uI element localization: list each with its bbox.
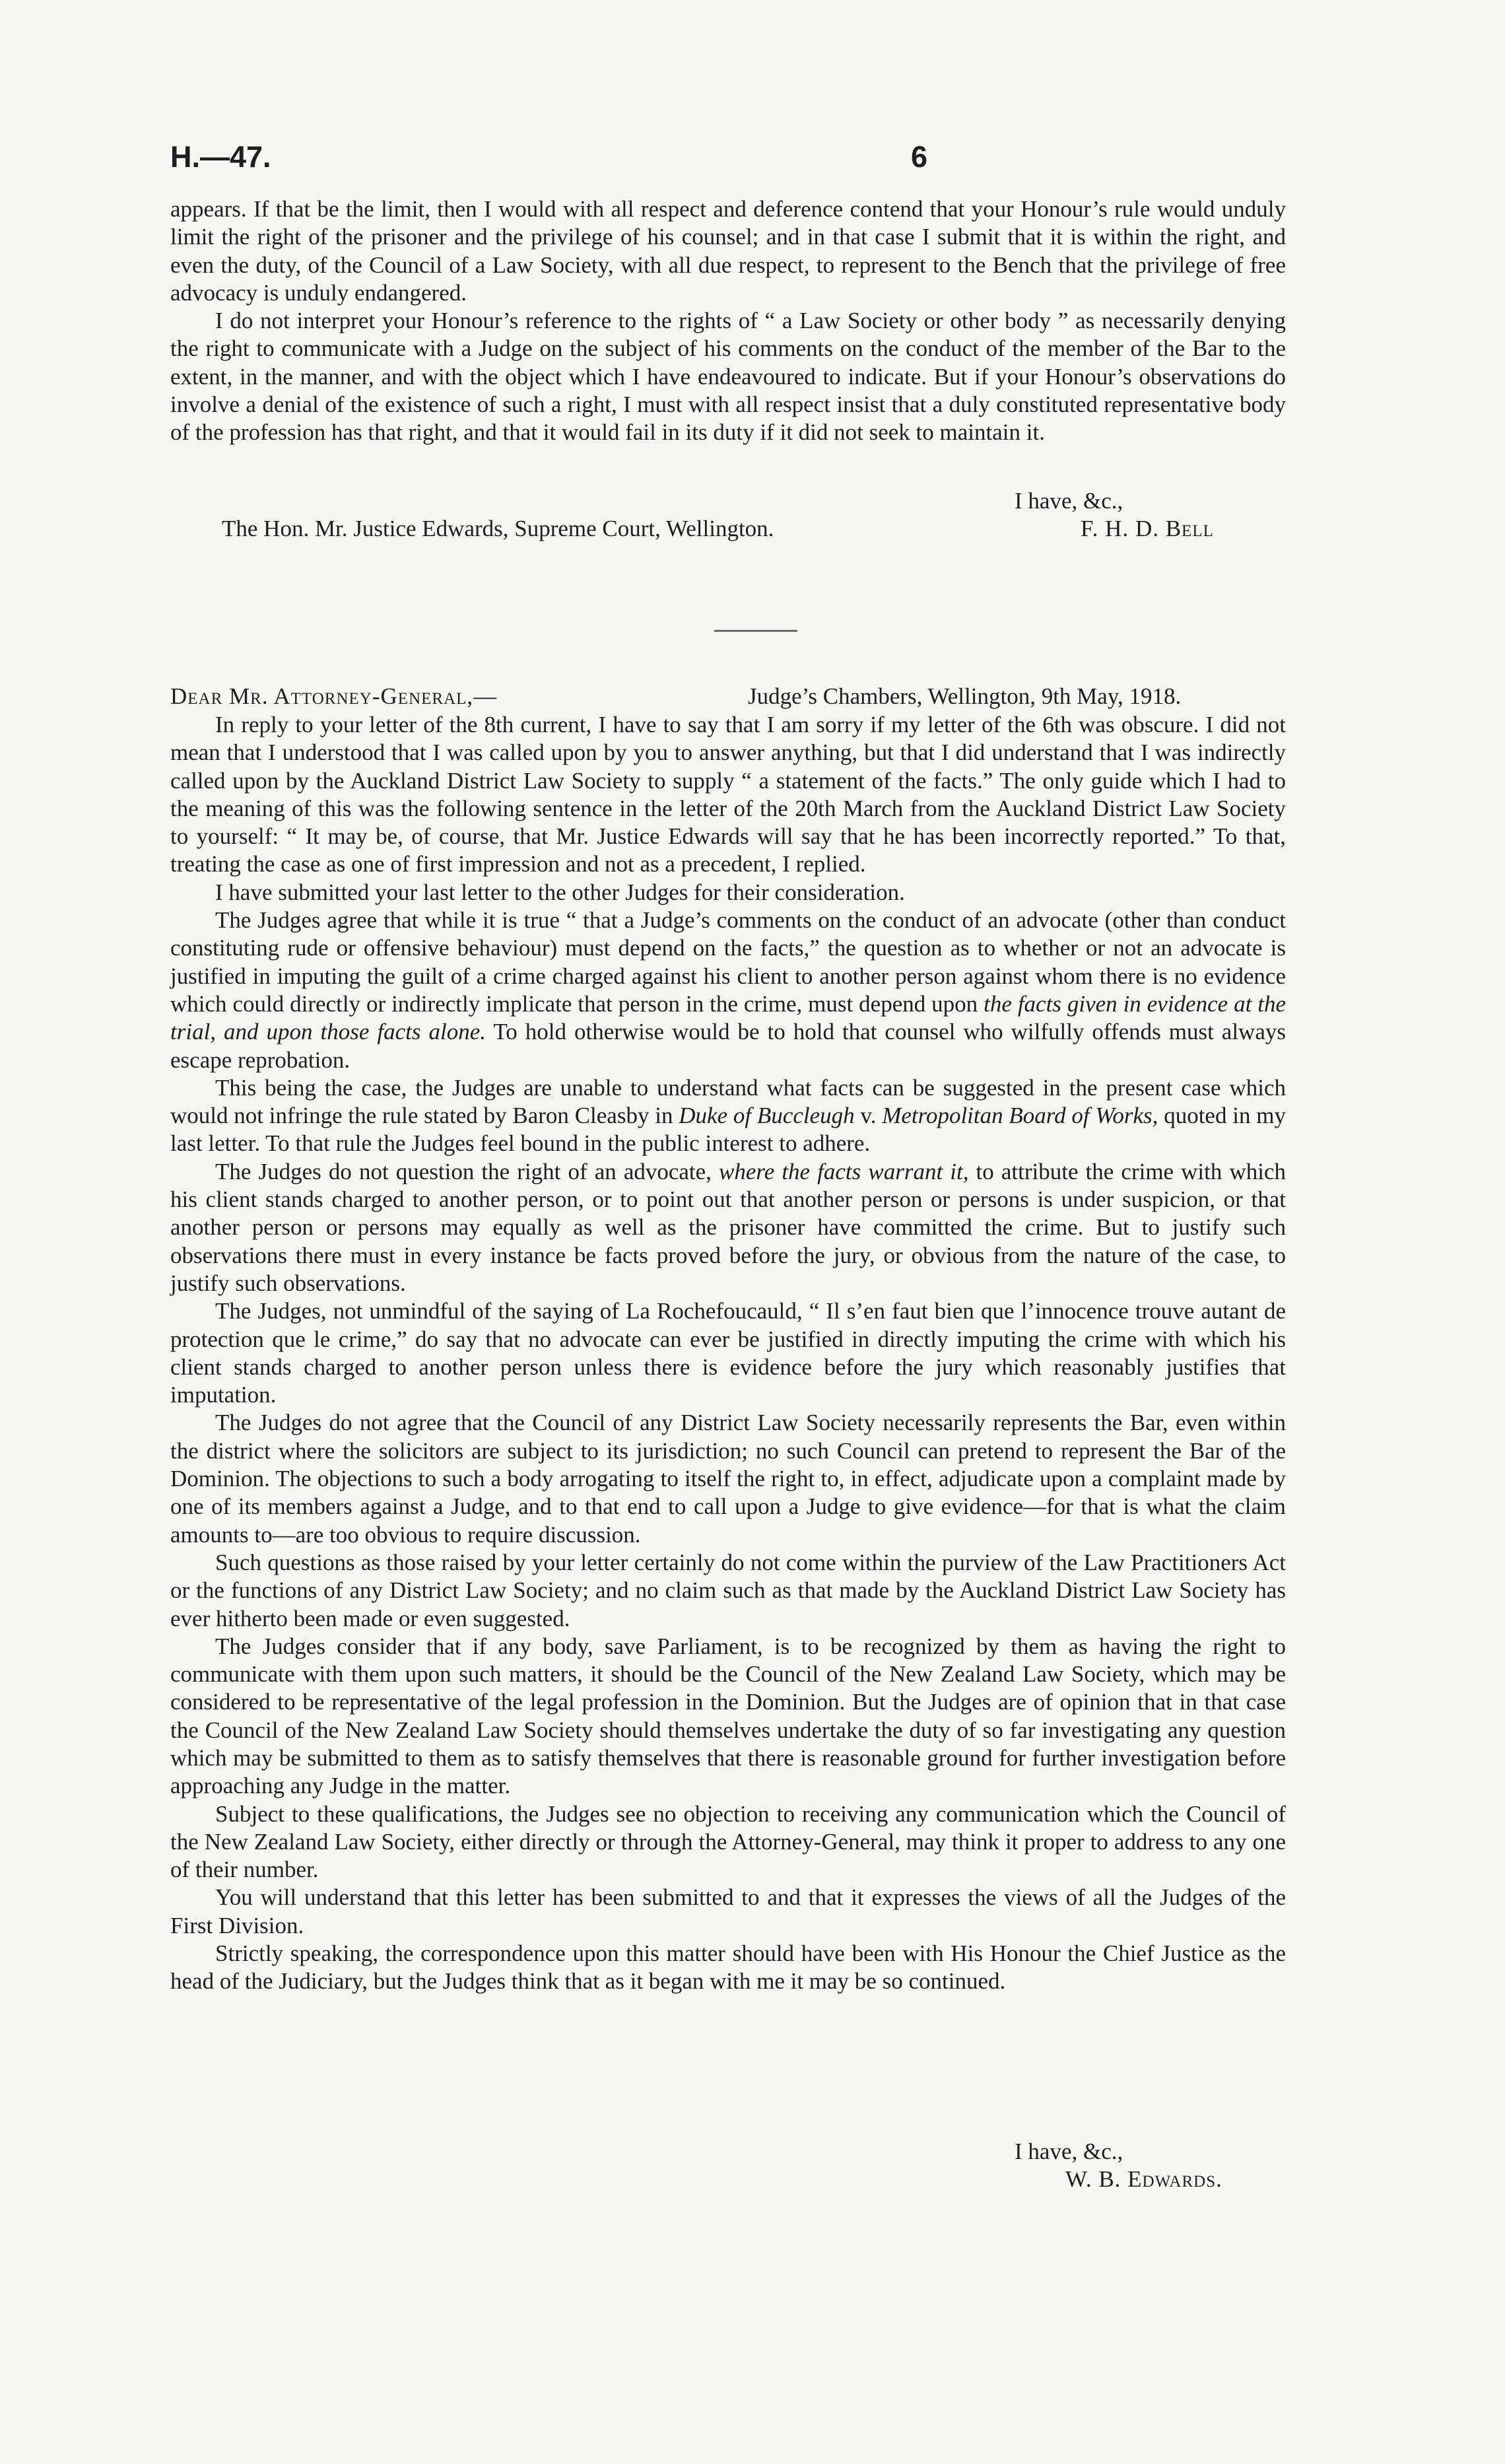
letter2-closing: I have, &c., — [1015, 2139, 1123, 2164]
letter1-closing: I have, &c., — [1015, 488, 1123, 514]
letter2-paragraph-10: Subject to these qualifications, the Judges see no objection to receiving any communication which the Council of the New Zealand Law Society, either directly or through the Attorney-General, may think it proper to address to any one of their number. — [170, 1800, 1286, 1883]
text-run: quoted in my last letter. To that rule the Judges feel bound in the public interest to adhere. — [170, 1103, 1286, 1157]
letter2-paragraph-4 — [170, 1074, 1286, 1158]
letter2-paragraph-8: Such questions as those raised by your letter certainly do not come within the purview of the Law Practitioners Act or the functions of any District Law Society; and no claim such as that made by the Auckland District Law Society has ever hitherto been made or even suggested. — [170, 1549, 1286, 1631]
letter1-signature: F. H. D. Bell — [1081, 516, 1214, 541]
letter1-addressee: The Hon. Mr. Justice Edwards, Supreme Court, Wellington. — [222, 516, 774, 541]
letter1-paragraph-1: appears. If that be the limit, then I would with all respect and deference contend that your Honour’s rule would unduly limit the right of the prisoner and the privilege of his counsel; and in that case I submit that it is within the right, and even the duty, of the Council of a Law Society, with all due respect, to represent to the Bench that the privilege of free advocacy is unduly endangered. — [170, 196, 1286, 306]
text-run: to attribute the crime with which his client stands charged to another person, or to point out that another person or persons is under suspicion, or that another person or persons may equally as well as the prisoner have committed the crime. But to justify such observations there must in every instance be facts proved before the jury, or obvious from the nature of the case, to justify such observations. — [170, 1158, 1287, 1296]
italic-run: where the facts warrant it, — [719, 1158, 969, 1184]
case-name-italic: Metropolitan Board of Works, — [882, 1103, 1158, 1129]
letter2-paragraph-6: The Judges, not unmindful of the saying of La Rochefoucauld, “ Il s’en faut bien que l’innocence trouve autant de protection que le crime,” do say that no advocate can ever be justified in directly imputing the crime with which his client stands charged to another person unless there is evidence before the jury which reasonably justifies that imputation. — [170, 1298, 1286, 1408]
letter2-paragraph-11: You will understand that this letter has been submitted to and that it expresses the views of all the Judges of the First Division. — [170, 1884, 1286, 1938]
italic-run: the facts given in evidence at the trial, and upon those facts alone. — [170, 990, 1286, 1045]
letter2-place-date: Judge’s Chambers, Wellington, 9th May, 1918. — [748, 683, 1182, 709]
letter2-body — [170, 711, 1286, 1996]
text-run: v. — [854, 1103, 883, 1129]
letter2-salutation: Dear Mr. Attorney-General,— — [170, 683, 498, 709]
text-run: The Judges agree that while it is true “ that a Judge’s comments on the conduct of an advocate (other than conduct constituting rude or offensive behaviour) must depend on the facts,” the question as to whether or not an advocate is justified in imputing the guilt of a crime charged against his client to another person against whom there is no evidence which could directly or indirectly implicate that person in the crime, must depend upon — [170, 907, 1286, 1017]
letter2-signature: W. B. Edwards. — [1065, 2166, 1222, 2192]
letter2-paragraph-7: The Judges do not agree that the Council of any District Law Society necessarily represents the Bar, even within the district where the solicitors are subject to its jurisdiction; no such Council can pretend to represent the Bar of the Dominion. The objections to such a body arrogating to itself the right to, in effect, adjudicate upon a complaint made by one of its members against a Judge, and to that end to call upon a Judge to give evidence—for that is what the claim amounts to—are too obvious to require discussion. — [170, 1410, 1286, 1548]
report-code: H.—47. — [170, 140, 271, 174]
text-run: This being the case, the Judges are unable to understand what facts can be suggested in the present case which would not infringe the rule stated by Baron Cleasby in — [170, 1074, 1286, 1129]
letter2-paragraph-3 — [170, 907, 1286, 1074]
letter1-paragraph-2: I do not interpret your Honour’s reference to the rights of “ a Law Society or other body ” as necessarily denying the right to communicate with a Judge on the subject of his comments on the conduct of the member of the Bar to the extent, in the manner, and with the object which I have endeavoured to indicate. But if your Honour’s observations do involve a denial of the existence of such a right, I must with all respect insist that a duly constituted representative body of the profession has that right, and that it would fail in its duty if it did not seek to maintain it. — [170, 308, 1286, 446]
section-divider — [714, 630, 797, 632]
case-name-italic: Duke of Buccleugh — [679, 1103, 855, 1129]
text-run: The Judges do not question the right of an advocate, — [215, 1158, 719, 1184]
letter1-body — [170, 195, 1286, 447]
letter2-paragraph-12: Strictly speaking, the correspondence upon this matter should have been with His Honour the Chief Justice as the head of the Judiciary, but the Judges think that as it began with me it may be so continued. — [170, 1940, 1286, 1995]
text-run: To hold otherwise would be to hold that counsel who wilfully offends must always escape reprobation. — [170, 1019, 1286, 1073]
letter2-paragraph-1: In reply to your letter of the 8th current, I have to say that I am sorry if my letter of the 6th was obscure. I did not mean that I understood that I was called upon by you to answer anything, but that I did understand that I was indirectly called upon by the Auckland District Law Society to supply “ a statement of the facts.” The only guide which I had to the meaning of this was the following sentence in the letter of the 20th March from the Auckland District Law Society to yourself: “ It may be, of course, that Mr. Justice Edwards will say that he has been incorrectly reported.” To that, treating the case as one of first impression and not as a precedent, I replied. — [170, 712, 1286, 877]
letter2-paragraph-5 — [170, 1158, 1286, 1297]
letter2-paragraph-2: I have submitted your last letter to the other Judges for their consideration. — [215, 879, 905, 905]
page-header — [170, 140, 1292, 180]
letter2-paragraph-9: The Judges consider that if any body, save Parliament, is to be recognized by them as having the right to communicate with them upon such matters, it should be the Council of the New Zealand Law Society, which may be considered to be representative of the legal profession in the Dominion. But the Judges are of opinion that in that case the Council of the New Zealand Law Society should themselves undertake the duty of so far investigating any question which may be submitted to them as to satisfy themselves that there is reasonable ground for further investigation before approaching any Judge in the matter. — [170, 1633, 1286, 1799]
page-number: 6 — [911, 140, 928, 174]
